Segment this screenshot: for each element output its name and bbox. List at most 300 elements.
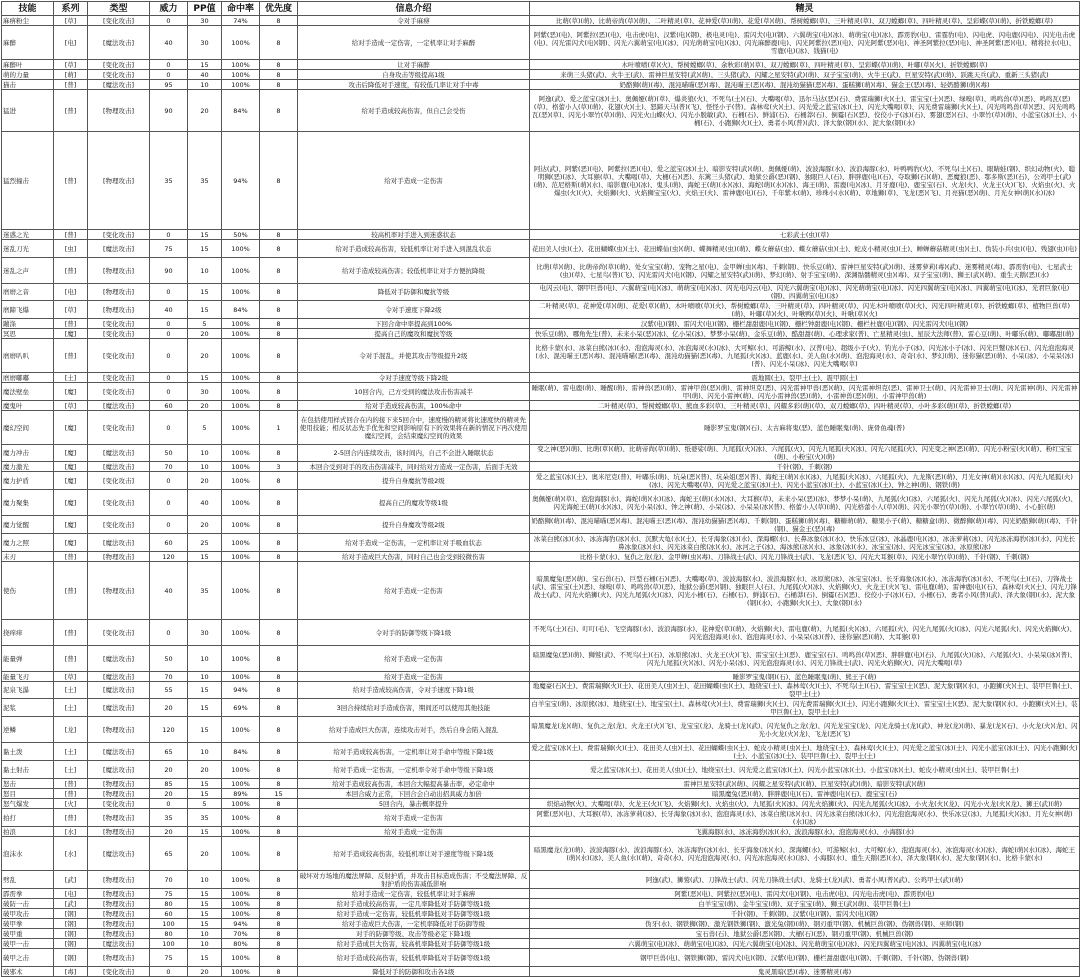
cell-power: 0 bbox=[150, 373, 188, 383]
cell-skill: 拍浪 bbox=[2, 827, 54, 837]
cell-power: 80 bbox=[150, 929, 188, 939]
cell-power: 0 bbox=[150, 16, 188, 26]
cell-info: 提高自己的魔攻和魔抗等级 bbox=[298, 329, 530, 339]
cell-accuracy: 100% bbox=[222, 672, 260, 682]
cell-elves: 千针(钢)、千刺(钢) bbox=[530, 462, 1080, 472]
cell-priority: 8 bbox=[260, 562, 298, 620]
cell-priority: 8 bbox=[260, 552, 298, 562]
cell-elves: 睡影罗宝鬼(钢)(石)、蓝色睡眠鬼(萌)、熊王子(萌) bbox=[530, 672, 1080, 682]
header-skill: 技能 bbox=[2, 2, 54, 16]
cell-info: 3回合持续给对手造成伤害，期间还可以使用其他技能 bbox=[298, 699, 530, 717]
cell-priority: 8 bbox=[260, 779, 298, 789]
cell-accuracy: 100% bbox=[222, 761, 260, 779]
table-row bbox=[2, 462, 1080, 472]
cell-type: [物理攻击] bbox=[88, 909, 150, 919]
cell-priority: 8 bbox=[260, 230, 298, 240]
cell-accuracy: 100% bbox=[222, 80, 260, 90]
table-row bbox=[2, 472, 1080, 490]
cell-pp: 20 bbox=[188, 837, 222, 871]
cell-accuracy: 100% bbox=[222, 889, 260, 899]
cell-info: 给对手造成一定伤害 bbox=[298, 809, 530, 827]
cell-priority: 8 bbox=[260, 899, 298, 909]
cell-elves: 飞翼海豚(水)、冰冻海豹(冰)(水)、波浪海豚(水)、泡泡海灵(水)、小海豚(水) bbox=[530, 827, 1080, 837]
cell-info: 给对手造成较高伤害，令对手速度下降1级 bbox=[298, 682, 530, 699]
cell-info: 在包括使用样式回合在内的接下来5回合中，速度慢的精灵将比速度快的精灵先使用技能；相反状态先手优先和空间影响原有下的效果将在新的情况下再次使用魔幻空间，会结束魔幻空间的效果 bbox=[298, 411, 530, 445]
cell-accuracy: 84% bbox=[222, 301, 260, 319]
cell-accuracy: 50% bbox=[222, 230, 260, 240]
cell-power: 20 bbox=[150, 827, 188, 837]
table-row bbox=[2, 339, 1080, 373]
cell-elves: 花田美人(虫)(土)、花田蝴蝶(虫)(土)、花田蝶仙(虫)(萌)、蝶舞精灵(虫)(萌)、蝶女蘑菇(虫)、蝶女蘑菇(虫)(土)、蛇皮小精灵(虫)(土)、蝉蝉蘑菇精灵(虫)(土)、伪装小兵(虫)(电)、残翅(虫)(电) bbox=[530, 240, 1080, 258]
cell-series: [钢] bbox=[54, 949, 88, 967]
cell-type: [变化攻击] bbox=[88, 339, 150, 373]
cell-skill: 破防一击 bbox=[2, 899, 54, 909]
cell-elves: 阿逸(武)、爱之蓝宝(冰)(土)、奥佩娅(萌)(草)、爆炎狼(火)、不死鸟(土)(石)、大嘴喝(草)、迅尔马达(恶)(石)、费雷瑞狮(火)(土)、雷宝宝(土)(恶)、绿嗅(草)、鸣鸣兽(草)(恶)、鸣鸣瓦(恶)(草)、格蕾小人(草)(萌)、花翅(火)(土)、怒蹄天马(普)(飞)、怪怪小子(普)、森林莺(火)(土)、闪光爱之蓝宝(冰)(土)、闪光大嘴喝(草)、闪光费雷瑞狮(火)(土)、闪光鸣鸣兽(草)(恶)、闪光鸣鸣瓦(恶)(草)、闪光小翠竹(草)(萌)、闪光火山蝶(火)、闪光小脱敏(武)、石桶(石)、鲜浦(石)、石桶莽(石)、倒霉(石)(恶)、佼佼小子(冰)(石)、雾翅(恶)(石)、小翠竹(草)(萌)、小蓝宝(冰)(土)、小桶(石)、小跑狮(火)(土)、勇者小风(普)(武)、泽大象(钢)(水)、泥大象(钢)(水) bbox=[530, 90, 1080, 132]
table-row bbox=[2, 230, 1080, 240]
cell-priority: 8 bbox=[260, 939, 298, 949]
cell-series: [萌] bbox=[54, 70, 88, 80]
table-row bbox=[2, 284, 1080, 301]
cell-pp: 40 bbox=[188, 70, 222, 80]
cell-elves: 伪牙(水)、钢铁狮(钢)、激光钢铁狮(钢)、激光兔(钢)(萌)、钢刃重甲(钢)、机械巨兽(钢)、伪钢兽(钢)、巫师(钢) bbox=[530, 919, 1080, 929]
table-row bbox=[2, 516, 1080, 534]
cell-elves: 鬼灵黑暗(恶)(毒)、迷雾精灵(毒) bbox=[530, 967, 1080, 977]
cell-skill: 破甲拳 bbox=[2, 919, 54, 929]
cell-accuracy: 100% bbox=[222, 339, 260, 373]
cell-series: [水] bbox=[54, 837, 88, 871]
cell-skill: 破邪术 bbox=[2, 967, 54, 977]
cell-type: [魔法攻击] bbox=[88, 939, 150, 949]
cell-accuracy: 100% bbox=[222, 646, 260, 672]
cell-priority: 8 bbox=[260, 16, 298, 26]
header-type: 类型 bbox=[88, 2, 150, 16]
cell-pp: 15 bbox=[188, 789, 222, 799]
table-row bbox=[2, 301, 1080, 319]
cell-pp: 15 bbox=[188, 779, 222, 789]
cell-accuracy: 100% bbox=[222, 620, 260, 646]
cell-info: 让对手麻醉 bbox=[298, 60, 530, 70]
cell-pp: 10 bbox=[188, 445, 222, 462]
cell-power: 0 bbox=[150, 799, 188, 809]
cell-skill: 磨磨之音 bbox=[2, 284, 54, 301]
cell-info: 给对手造成一定伤害 bbox=[298, 827, 530, 837]
cell-skill: 魔力护盾 bbox=[2, 472, 54, 490]
cell-info: 给对手造成一定伤害，一定机率让对手吸血状态 bbox=[298, 534, 530, 552]
cell-type: [变化攻击] bbox=[88, 16, 150, 26]
cell-type: [魔法攻击] bbox=[88, 462, 150, 472]
cell-priority: 8 bbox=[260, 319, 298, 329]
cell-accuracy: 100% bbox=[222, 562, 260, 620]
cell-info: 给对手造成较高伤害，较低机率让对手进入到混乱状态 bbox=[298, 240, 530, 258]
cell-accuracy: 100% bbox=[222, 70, 260, 80]
cell-priority: 8 bbox=[260, 909, 298, 919]
cell-skill: 迷乱刀光 bbox=[2, 240, 54, 258]
cell-info: 本回合受到对手的攻击伤害减半，同时给对方造成一定伤害，后面手无效 bbox=[298, 462, 530, 472]
cell-series: [草] bbox=[54, 672, 88, 682]
table-row bbox=[2, 258, 1080, 284]
cell-power: 35 bbox=[150, 132, 188, 230]
cell-series: [普] bbox=[54, 258, 88, 284]
cell-skill: 冥思 bbox=[2, 329, 54, 339]
cell-accuracy: 100% bbox=[222, 779, 260, 789]
cell-skill: 泥泉飞瀑 bbox=[2, 682, 54, 699]
table-row bbox=[2, 717, 1080, 743]
cell-skill: 蹦涤 bbox=[2, 319, 54, 329]
table-row bbox=[2, 620, 1080, 646]
cell-priority: 8 bbox=[260, 90, 298, 132]
cell-info: 给对手造成巨大伤害，较高机率降低对手防御等级1级 bbox=[298, 939, 530, 949]
cell-type: [物理攻击] bbox=[88, 779, 150, 789]
cell-accuracy: 100% bbox=[222, 462, 260, 472]
cell-accuracy: 100% bbox=[222, 967, 260, 977]
table-row bbox=[2, 90, 1080, 132]
cell-elves: 暗黑魔兔(恶)(萌)、胖胖鹿(电)(石)、雷神鹿(电)(石)、鹿宝宝(石) bbox=[530, 789, 1080, 799]
cell-power: 75 bbox=[150, 889, 188, 899]
cell-series: [钢] bbox=[54, 929, 88, 939]
table-row bbox=[2, 60, 1080, 70]
cell-elves: 七彩武士(虫)(草) bbox=[530, 230, 1080, 240]
cell-info: 给对手造成一定伤害 bbox=[298, 646, 530, 672]
cell-series: [钢] bbox=[54, 939, 88, 949]
table-row bbox=[2, 552, 1080, 562]
cell-series: [普] bbox=[54, 132, 88, 230]
cell-priority: 8 bbox=[260, 717, 298, 743]
cell-series: [火] bbox=[54, 799, 88, 809]
cell-skill: 磨磨嘟嘟 bbox=[2, 373, 54, 383]
cell-series: [武] bbox=[54, 871, 88, 889]
cell-elves: 钢甲巨兽(电)、钢铁狮(钢)、雷闪犬(电)(钢)、汉紫(电)(钢)、栅栏甜甜鹿(电)(钢)、千刺(钢)、千针(钢)、伪钢兽(钢) bbox=[530, 949, 1080, 967]
cell-skill: 破甲一击 bbox=[2, 939, 54, 949]
cell-accuracy: 100% bbox=[222, 26, 260, 60]
cell-priority: 8 bbox=[260, 889, 298, 899]
cell-elves: 比格卡蒙(水)、冰菜白熊(冰)(水)、泡泡海灵(水)、冰泡海灵(水)(冰)、大可鲸(水)、可游鲸(水)、汉普(电)、超级小子(火)、钓光小子(冰)、闪光冰小子(冰)、闪光巨蟹(冰)(石)、闪光泡泡海灵(水)、混沌喵王(恶)(毒)、混沌喵喵(恶)(毒)、混沌幼猫猫(恶)(毒)、九尾狐(火)(冰)、蓝鹿(水)、美人鱼(水)(萌)、泡泡海灵(水)、奇奇(水)、梦幻(萌)、迷你猫(恶)(萌)、小呆(冰)、小呆呆(冰)(普)、闪光小呆(冰)、闪光大嘴喝(草) bbox=[530, 339, 1080, 373]
cell-type: [魔法攻击] bbox=[88, 401, 150, 411]
cell-series: [武] bbox=[54, 899, 88, 909]
cell-pp: 15 bbox=[188, 699, 222, 717]
cell-elves: 不死鸟(土)(石)、叮叮(毛)、飞空海豚(水)、波浪海豚(水)、花神爱(草)(萌)、火焰狮(火)、雷电鹿(萌)、九尾狐(火)(冰)、六尾狐(火)、闪光九尾狐(火)(冰)、闪光六尾狐(火)、闪光火焰狮(火)、闪光泡泡海灵(水)、泡泡海灵(水)、小呆呆(冰)(普)、迷你猫(恶)(萌)、大耳猴(草) bbox=[530, 620, 1080, 646]
cell-elves: 地魔豪(石)(土)、费雷瑞狮(火)(土)、花田美人(虫)(土)、花田蝴蝶(虫)(土)、地绕宝(土)、森林莺(火)(土)、不死鸟(土)(石)、雷宝宝(土)(恶)、泥大象(钢)(水)、小跑狮(火)(土)、装甲巨鲁(土)、裂甲土(土) bbox=[530, 682, 1080, 699]
cell-accuracy: 100% bbox=[222, 60, 260, 70]
cell-skill: 末刃 bbox=[2, 552, 54, 562]
cell-priority: 1 bbox=[260, 411, 298, 445]
cell-elves: 汉紫(电)(钢)、雷闪犬(电)(钢)、栅栏甜甜鹿(电)(钢)、栅栏钟甜鹿(电)(钢)、栅栏杜鹿(电)(钢)、闪光雷闪犬(电)(钢) bbox=[530, 319, 1080, 329]
cell-series: [魔] bbox=[54, 329, 88, 339]
cell-pp: 20 bbox=[188, 329, 222, 339]
cell-accuracy: 100% bbox=[222, 490, 260, 516]
cell-power: 75 bbox=[150, 240, 188, 258]
cell-type: [魔法攻击] bbox=[88, 682, 150, 699]
cell-pp: 15 bbox=[188, 889, 222, 899]
cell-type: [物理攻击] bbox=[88, 899, 150, 909]
cell-info: 本回合威力正常，下回合会自动出招具威力加倍 bbox=[298, 789, 530, 799]
cell-type: [物理攻击] bbox=[88, 284, 150, 301]
cell-power: 0 bbox=[150, 230, 188, 240]
cell-elves: 阿达(武)、阿紫(恶)(电)、阿紫拉(恶)(电)、爱之蓝宝(冰)(土)、暗影安特(武)(萌)、奥佩娅(萌)、波波海豚(水)、波浪海豚(水)、叶鸭鸭豹(火)、不死鸟(土)(石)、眼睛蛙(钢)、织幻动物(火)、聪明狮(恶)(冰)、大耳猴(草)、大嘴喝(草)、大桶(石)(恶)、东篱三头猪(武)、地狱公爵(恶)(钢)、独眼巨人(石)、胖胖鹿(电)(石)、夺取狮(石)(萌)、恶魔狼(恶)、鄂多斯(恶)(石)、公鸡甲士(武)(萌)、范尼格斯(萌)(水)、暗影鹿(电)(冰)、鬼头(萌)、海蛇王(萌)(水)(冰)、海蛇(萌)(水)(冰)、海王(萌)、雷鹿(电)(冰)、月牙鹿(电)、鹿宝宝(石)、火龙(火)、火龙王(火)(飞)、火焰虫(火)、火爆虫(火)(火)、火焰狮(火)、火焰狮宝宝(火)、火焰王(火)、雷神鹿(电)(石)、千年紫木(萌)、珍珠小(水)(萌)、草地狮(草)、飞龙(恶)(飞)、月亮猫(恶)(萌)、月光女神(萌)(水)(冰) bbox=[530, 132, 1080, 230]
cell-accuracy: 94% bbox=[222, 132, 260, 230]
cell-power: 40 bbox=[150, 26, 188, 60]
cell-priority: 8 bbox=[260, 70, 298, 80]
table-row bbox=[2, 411, 1080, 445]
cell-accuracy: 69% bbox=[222, 699, 260, 717]
skill-table bbox=[1, 1, 1080, 977]
cell-info: 令对手混乱，并使其攻击等级提升2级 bbox=[298, 339, 530, 373]
cell-pp: 30 bbox=[188, 16, 222, 26]
cell-power: 90 bbox=[150, 90, 188, 132]
cell-series: [普] bbox=[54, 230, 88, 240]
cell-series: [普] bbox=[54, 646, 88, 672]
cell-skill: 磨蹄飞爆 bbox=[2, 301, 54, 319]
cell-power: 100 bbox=[150, 939, 188, 949]
cell-skill: 泡沫水 bbox=[2, 837, 54, 871]
cell-power: 85 bbox=[150, 779, 188, 789]
cell-pp: 15 bbox=[188, 60, 222, 70]
cell-pp: 10 bbox=[188, 939, 222, 949]
cell-accuracy: 100% bbox=[222, 809, 260, 827]
cell-accuracy: 84% bbox=[222, 743, 260, 761]
table-row bbox=[2, 827, 1080, 837]
cell-skill: 破甲攻击 bbox=[2, 909, 54, 919]
cell-series: [草] bbox=[54, 16, 88, 26]
cell-priority: 15 bbox=[260, 789, 298, 799]
cell-priority: 8 bbox=[260, 132, 298, 230]
cell-pp: 20 bbox=[188, 472, 222, 490]
header-pp: PP值 bbox=[188, 2, 222, 16]
cell-pp: 15 bbox=[188, 919, 222, 929]
cell-skill: 迷乱之声 bbox=[2, 258, 54, 284]
cell-skill: 挠痒痒 bbox=[2, 620, 54, 646]
cell-power: 0 bbox=[150, 383, 188, 401]
cell-pp: 15 bbox=[188, 373, 222, 383]
cell-info: 2-5回合内连续攻击，该时间内，自己不会进入睡眠状态 bbox=[298, 445, 530, 462]
cell-pp: 15 bbox=[188, 301, 222, 319]
cell-elves: 比格卡蒙(水)、复仇之龙(龙)、金甲蝉(虫)(毒)、刀锋战士(武)、闪光刀锋战士(武)、飞龙(恶)(飞)、闪光大耳猴(草)、闪光小翠竹(草)(萌)、千针(钢)、千刺(钢) bbox=[530, 552, 1080, 562]
cell-accuracy: 100% bbox=[222, 240, 260, 258]
cell-series: [毒] bbox=[54, 967, 88, 977]
cell-power: 0 bbox=[150, 411, 188, 445]
cell-priority: 8 bbox=[260, 699, 298, 717]
cell-info: 攻击后降低对手速度，有较低几率让对手中毒 bbox=[298, 80, 530, 90]
table-row bbox=[2, 967, 1080, 977]
table-row bbox=[2, 80, 1080, 90]
cell-pp: 20 bbox=[188, 967, 222, 977]
cell-type: [变化攻击] bbox=[88, 319, 150, 329]
cell-type: [物理攻击] bbox=[88, 889, 150, 899]
cell-info: 给对手造成一定伤害，较低机率降低对手防御等级1级 bbox=[298, 909, 530, 919]
cell-power: 70 bbox=[150, 462, 188, 472]
cell-priority: 8 bbox=[260, 761, 298, 779]
cell-pp: 20 bbox=[188, 761, 222, 779]
cell-series: [魔] bbox=[54, 490, 88, 516]
cell-elves: 暗黑魔龙(龙)(萌)、复仇之龙(龙)、火龙王(火)(飞)、龙宝宝(龙)、龙骑士(龙)(武)、闪光复仇之龙(龙)、闪光龙宝宝(龙)、闪光龙骑士(龙)(武)、神龙(龙)(萌)、暴龙(龙)(石)、小火龙(火)(龙)、闪光小火龙(火)(龙)、飞龙(恶)(飞) bbox=[530, 717, 1080, 743]
cell-accuracy: 94% bbox=[222, 682, 260, 699]
table-row bbox=[2, 16, 1080, 26]
cell-power: 80 bbox=[150, 899, 188, 909]
cell-series: [普] bbox=[54, 562, 88, 620]
cell-type: [魔法攻击] bbox=[88, 761, 150, 779]
cell-skill: 魔力激光 bbox=[2, 462, 54, 472]
table-row bbox=[2, 939, 1080, 949]
cell-priority: 8 bbox=[260, 827, 298, 837]
cell-elves: 千针(钢)、千刺(钢)、汉紫(电)(钢)、雷闪犬(电)(钢) bbox=[530, 909, 1080, 919]
cell-info: 下回合命中率提高到100% bbox=[298, 319, 530, 329]
cell-power: 35 bbox=[150, 809, 188, 827]
table-row bbox=[2, 383, 1080, 401]
cell-skill: 拍打 bbox=[2, 809, 54, 827]
cell-pp: 20 bbox=[188, 339, 222, 373]
cell-info: 给对手造成较高伤害，100%命中 bbox=[298, 401, 530, 411]
cell-elves: 变之神(恶)(萌)、比萌(草)(萌)、比萌帝尚(草)(萌)、纸婆娑(萌)、九尾狐(火)(冰)、六尾狐(火)、闪光九尾狐(火)(冰)、闪光六尾狐(火)、闪光变之神(恶)(萌)、闪光小粉宝(火)(萌)、粉红宝宝(萌)、小粉宝(火)(萌) bbox=[530, 445, 1080, 462]
cell-power: 0 bbox=[150, 319, 188, 329]
cell-skill: 劈乱 bbox=[2, 871, 54, 889]
cell-type: [变化攻击] bbox=[88, 799, 150, 809]
cell-skill: 魔力之照 bbox=[2, 534, 54, 552]
cell-info: 给对手造成一定伤害 bbox=[298, 132, 530, 230]
cell-pp: 10 bbox=[188, 646, 222, 672]
cell-pp: 10 bbox=[188, 743, 222, 761]
cell-accuracy: 100% bbox=[222, 383, 260, 401]
cell-skill: 猛进 bbox=[2, 90, 54, 132]
cell-accuracy: 100% bbox=[222, 799, 260, 809]
cell-type: [物理攻击] bbox=[88, 871, 150, 889]
cell-pp: 40 bbox=[188, 490, 222, 516]
cell-type: [变化攻击] bbox=[88, 230, 150, 240]
cell-info: 给对手造成巨大伤害，连续攻击对手，然后自身会陷入混乱 bbox=[298, 717, 530, 743]
cell-type: [变化攻击] bbox=[88, 472, 150, 490]
table-row bbox=[2, 445, 1080, 462]
cell-priority: 8 bbox=[260, 329, 298, 339]
cell-accuracy: 100% bbox=[222, 837, 260, 871]
cell-pp: 15 bbox=[188, 909, 222, 919]
cell-pp: 35 bbox=[188, 132, 222, 230]
cell-series: [土] bbox=[54, 743, 88, 761]
cell-info: 给对手造成一定伤害 bbox=[298, 672, 530, 682]
cell-elves: 比萌(草)(萌)、比萌帝尚(草)(萌)、处女宝宝(萌)、宠物之星(电)、金甲蝉(虫)(毒)、千刺(钢)、快乐豆(萌)、雷神巨星安特(武)(萌)、迷雾萝莉(毒)(武)、迷雾精灵(毒)、霹雳豹(电)、七星武士(虫)(草)、七星鸟(普)(飞)、闪光雷闪犬(电)(钢)、闪耀之星安特(武)(萌)、梦幻(萌)、射手宝宝(萌)、深渊骷髅精灵(虫)(毒)、双子宝宝(萌)、狮王(武)(萌)、重生天鹅(恶)(水) bbox=[530, 258, 1080, 284]
cell-type: [变化攻击] bbox=[88, 411, 150, 445]
cell-type: [物理攻击] bbox=[88, 90, 150, 132]
cell-skill: 怒目 bbox=[2, 789, 54, 799]
table-row bbox=[2, 889, 1080, 899]
cell-accuracy: 100% bbox=[222, 411, 260, 445]
cell-info: 自身攻击等级提高1级 bbox=[298, 70, 530, 80]
cell-info: 降低对手的防御和攻击各1级 bbox=[298, 967, 530, 977]
cell-elves: 阿逸(武)、狮鹫(武)、刀锋战士(武)、闪光刀锋战士(武)、龙骑士(龙)(武)、勇者小风(普)(武)、公鸡甲士(武)(萌) bbox=[530, 871, 1080, 889]
cell-skill: 魔力聚集 bbox=[2, 490, 54, 516]
cell-pp: 15 bbox=[188, 230, 222, 240]
cell-series: [普] bbox=[54, 339, 88, 373]
cell-skill: 魔幻空间 bbox=[2, 411, 54, 445]
cell-info: 对手的防御等级、攻击等级必定下降1级 bbox=[298, 929, 530, 939]
cell-elves: 睡影罗宝鬼(钢)(石)、太古麻将鬼(恶)、蓝色睡眠鬼(萌)、庞骨鱼魂(普) bbox=[530, 411, 1080, 445]
cell-skill: 逆鳞 bbox=[2, 717, 54, 743]
cell-skill: 魔力冲击 bbox=[2, 445, 54, 462]
cell-series: [普] bbox=[54, 552, 88, 562]
cell-power: 0 bbox=[150, 620, 188, 646]
cell-power: 120 bbox=[150, 717, 188, 743]
cell-power: 0 bbox=[150, 472, 188, 490]
cell-info: 给对手造成较高伤害，一定机率让对手命中等级下降1级 bbox=[298, 743, 530, 761]
cell-info: 给对手造成一定伤害，较低机率让对手麻痹 bbox=[298, 889, 530, 899]
cell-power: 120 bbox=[150, 552, 188, 562]
cell-pp: 10 bbox=[188, 462, 222, 472]
cell-info: 给对手造成较高伤害，较低机率降低对手防御等级1级 bbox=[298, 949, 530, 967]
cell-type: [变化攻击] bbox=[88, 383, 150, 401]
cell-info: 提升自身魔抗等级2级 bbox=[298, 472, 530, 490]
cell-power: 50 bbox=[150, 646, 188, 672]
table-row bbox=[2, 743, 1080, 761]
cell-priority: 8 bbox=[260, 445, 298, 462]
cell-skill: 猛烈撞击 bbox=[2, 132, 54, 230]
cell-series: [钢] bbox=[54, 919, 88, 929]
cell-priority: 8 bbox=[260, 646, 298, 672]
cell-skill: 磨磨叭叭 bbox=[2, 339, 54, 373]
cell-pp: 20 bbox=[188, 90, 222, 132]
cell-skill: 麻醉 bbox=[2, 26, 54, 60]
cell-accuracy: 100% bbox=[222, 534, 260, 552]
cell-series: [虫] bbox=[54, 240, 88, 258]
table-row bbox=[2, 799, 1080, 809]
cell-elves: 冰菜白熊(冰)(水)、冰冻海豹(冰)(水)、沉默大龟(水)(土)、长牙海象(冰)(水)、深海螺(水)、长鼻冰象(冰)(水)、快乐冰豆(冰)、冰晶鹿(电)(冰)、冰冻萝莉(冰)、闪光冰冻海豹(冰)(水)、闪光长鼻冰象(冰)(水)、闪光冰菜白熊(冰)(水)、冰河之子(冰)、海冰熊(冰)(水)、冰象(冰)(水)、冰宝宝(冰)、闪光冰宝宝(冰)、冰原熊(冰) bbox=[530, 534, 1080, 552]
cell-skill: 能量弹 bbox=[2, 646, 54, 672]
cell-accuracy: 100% bbox=[222, 373, 260, 383]
cell-power: 90 bbox=[150, 258, 188, 284]
cell-power: 100 bbox=[150, 919, 188, 929]
cell-elves: 爱之蓝宝(冰)(土)、奥米尼克(普)、叶嘟乐(萌)、坑朵(恶)(普)、坑朵姐(恶)(普)、海蛇王(萌)(水)(冰)、九尾狐(火)(冰)、六尾狐(火)、九龙斯(恶)(萌)、月光女神(萌)(水)(冰)、闪光九尾狐(火)(冰)、闪光大嘴喝(草)、闪光爱之蓝宝(冰)(土)、闪光小蓝宝(冰)(土)、小蓝宝(冰)(土)、钟之神(萌)、钢铁(萌) bbox=[530, 472, 1080, 490]
cell-priority: 8 bbox=[260, 620, 298, 646]
table-row bbox=[2, 929, 1080, 939]
cell-skill: 迷惑之光 bbox=[2, 230, 54, 240]
cell-power: 65 bbox=[150, 743, 188, 761]
cell-info: 较高机率对手进入到迷惑状态 bbox=[298, 230, 530, 240]
cell-skill: 麻痹粉尘 bbox=[2, 16, 54, 26]
cell-elves: 睡眠(萌)、雷电鹿(萌)、睡醒(萌)、雷神兽(恶)(萌)、雷神甲兽(恶)(萌)、雷神坦克(恶)、闪光雷神甲兽(恶)(萌)、闪光雷神坦克(恶)、雷神卫士(萌)、闪光雷神卫士(萌)、闪光雷神(萌)、闪光雷神甲(萌)、闪光小雷神(萌)、闪光小雷神兽(恶)(萌)、小雷神兽(恶)(萌)、小雷神甲兽(萌) bbox=[530, 383, 1080, 401]
cell-series: [普] bbox=[54, 789, 88, 799]
cell-accuracy: 100% bbox=[222, 284, 260, 301]
cell-skill: 麻醉叶 bbox=[2, 60, 54, 70]
cell-pp: 10 bbox=[188, 258, 222, 284]
cell-type: [物理攻击] bbox=[88, 132, 150, 230]
cell-series: [普] bbox=[54, 809, 88, 827]
cell-elves: 比萌(草)(萌)、比萌帝尚(草)(萌)、二叶精灵(草)、花神爱(草)(萌)、花爱(草)(萌)、帮树螳螂(草)、三叶精灵(草)、双刀螳螂(草)、四叶精灵(草)、呈彩蝶(草)(萌)、折铁螳螂(草) bbox=[530, 16, 1080, 26]
cell-priority: 8 bbox=[260, 373, 298, 383]
cell-series: [普] bbox=[54, 620, 88, 646]
cell-priority: 8 bbox=[260, 80, 298, 90]
cell-info: 令对手麻痹 bbox=[298, 16, 530, 26]
table-row bbox=[2, 240, 1080, 258]
cell-priority: 8 bbox=[260, 743, 298, 761]
table-row bbox=[2, 919, 1080, 929]
cell-accuracy: 100% bbox=[222, 319, 260, 329]
table-row bbox=[2, 562, 1080, 620]
cell-series: [普] bbox=[54, 779, 88, 789]
cell-type: [魔法攻击] bbox=[88, 672, 150, 682]
cell-type: [物理攻击] bbox=[88, 949, 150, 967]
cell-type: [魔法攻击] bbox=[88, 699, 150, 717]
cell-skill: 破甲重 bbox=[2, 929, 54, 939]
cell-info: 给对手造成较高伤害，一定几率降低对手防御等级1级 bbox=[298, 899, 530, 909]
cell-type: [变化攻击] bbox=[88, 620, 150, 646]
cell-accuracy: 100% bbox=[222, 717, 260, 743]
cell-elves: 来萌三头猪(武)、火牛王(武)、雷神巨星安特(武)(萌)、三头猪(武)、闪耀之星安特(武)(萌)、双子宝宝(萌)、火牛王(武)、巨星安特(武)(萌)、跃跳天兵(武)、重新三头猪(武) bbox=[530, 70, 1080, 80]
cell-pp: 15 bbox=[188, 240, 222, 258]
table-row bbox=[2, 949, 1080, 967]
table-row bbox=[2, 809, 1080, 827]
cell-accuracy: 100% bbox=[222, 909, 260, 919]
cell-accuracy: 100% bbox=[222, 258, 260, 284]
cell-priority: 8 bbox=[260, 967, 298, 977]
cell-power: 75 bbox=[150, 949, 188, 967]
cell-info: 给对手造成较高伤害，较低机率让对手速度等级下降1级 bbox=[298, 837, 530, 871]
header-accuracy: 命中率 bbox=[222, 2, 260, 16]
